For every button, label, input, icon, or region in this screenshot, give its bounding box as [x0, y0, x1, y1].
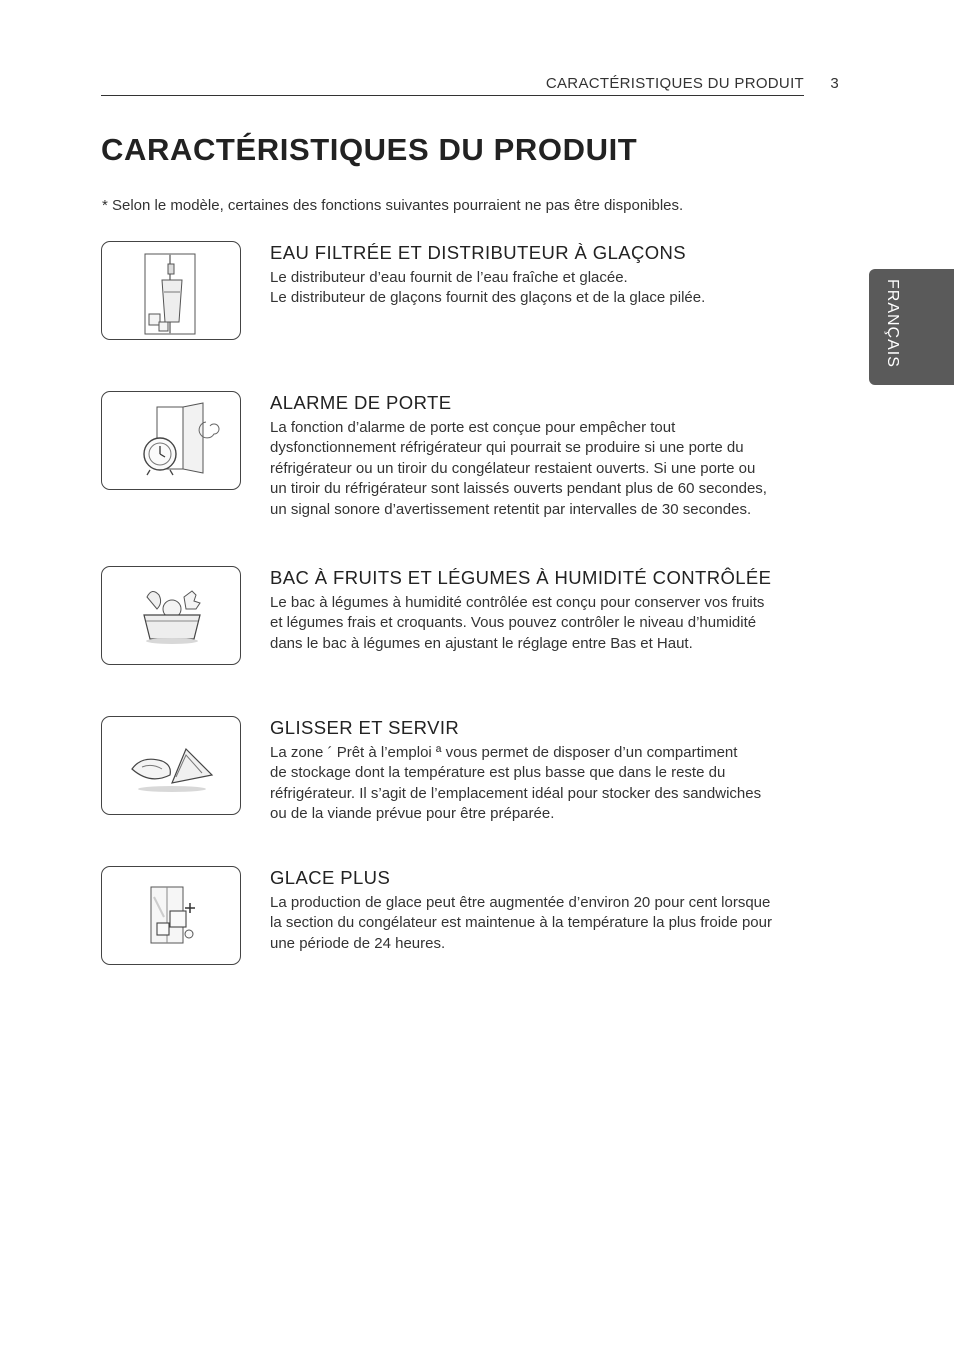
feature-icon-box	[101, 241, 241, 340]
feature-line: Le distributeur de glaçons fournit des glaçons et de la glace pilée.	[270, 289, 706, 307]
feature-line: un tiroir du réfrigérateur sont laissés ouverts pendant plus de 60 secondes,	[270, 480, 767, 498]
feature-title: ALARME DE PORTE	[270, 392, 452, 413]
feature-line: dans le bac à légumes en ajustant le réglage entre Bas et Haut.	[270, 634, 693, 652]
sandwich-icon	[102, 717, 242, 816]
page-number: 3	[830, 75, 839, 92]
header-rule	[101, 95, 804, 96]
feature-line: La production de glace peut être augmentée d’environ 20 pour cent lorsque	[270, 894, 771, 911]
language-tab	[869, 269, 954, 385]
availability-note: * Selon le modèle, certaines des fonctions suivantes pourraient ne pas être disponibles.	[102, 197, 684, 214]
feature-description	[270, 893, 840, 954]
feature-title: GLACE PLUS	[270, 867, 391, 888]
ice-plus-icon	[102, 867, 242, 966]
feature-description	[270, 743, 840, 825]
feature-line: un signal sonore d’avertissement retentit par intervalles de 30 secondes.	[270, 500, 752, 518]
feature-description	[270, 268, 840, 309]
feature-title: EAU FILTRÉE ET DISTRIBUTEUR À GLAÇONS	[270, 242, 687, 263]
running-header	[101, 74, 839, 96]
feature-line: une période de 24 heures.	[270, 934, 446, 952]
water-dispenser-icon	[102, 242, 242, 341]
feature-line: réfrigérateur. Il s’agit de l’emplacement idéal pour stocker des sandwiches	[270, 784, 762, 802]
feature-title: BAC À FRUITS ET LÉGUMES À HUMIDITÉ CONTRÔLÉE	[270, 567, 772, 588]
feature-title: GLISSER ET SERVIR	[270, 717, 460, 738]
feature-line: Le bac à légumes à humidité contrôlée est conçu pour conserver vos fruits	[270, 594, 765, 611]
feature-line: ou de la viande prévue pour être préparée.	[270, 805, 555, 823]
feature-description	[270, 418, 840, 520]
door-alarm-icon	[102, 392, 242, 491]
feature-line: Le distributeur d’eau fournit de l’eau fraîche et glacée.	[270, 269, 628, 286]
feature-line: La zone ´ Prêt à l’emploi ª vous permet de disposer d’un compartiment	[270, 744, 738, 761]
feature-icon-box	[101, 391, 241, 490]
feature-description	[270, 593, 840, 654]
feature-icon-box	[101, 716, 241, 815]
page-title: CARACTÉRISTIQUES DU PRODUIT	[101, 132, 638, 167]
vegetable-basket-icon	[102, 567, 242, 666]
feature-icon-box	[101, 566, 241, 665]
language-tab-label: FRANÇAIS	[884, 279, 901, 368]
feature-line: réfrigérateur ou un tiroir du congélateur restaient ouverts. Si une porte ou	[270, 459, 756, 477]
feature-icon-box	[101, 866, 241, 965]
feature-line: la section du congélateur est maintenue à la température la plus froide pour	[270, 914, 772, 932]
feature-line: La fonction d’alarme de porte est conçue pour empêcher tout	[270, 419, 676, 436]
feature-line: et légumes frais et croquants. Vous pouvez contrôler le niveau d’humidité	[270, 614, 757, 632]
feature-line: de stockage dont la température est plus basse que dans le reste du	[270, 764, 726, 782]
running-header-title: CARACTÉRISTIQUES DU PRODUIT	[545, 75, 804, 92]
feature-line: dysfonctionnement réfrigérateur qui pourrait se produire si une porte du	[270, 439, 744, 457]
